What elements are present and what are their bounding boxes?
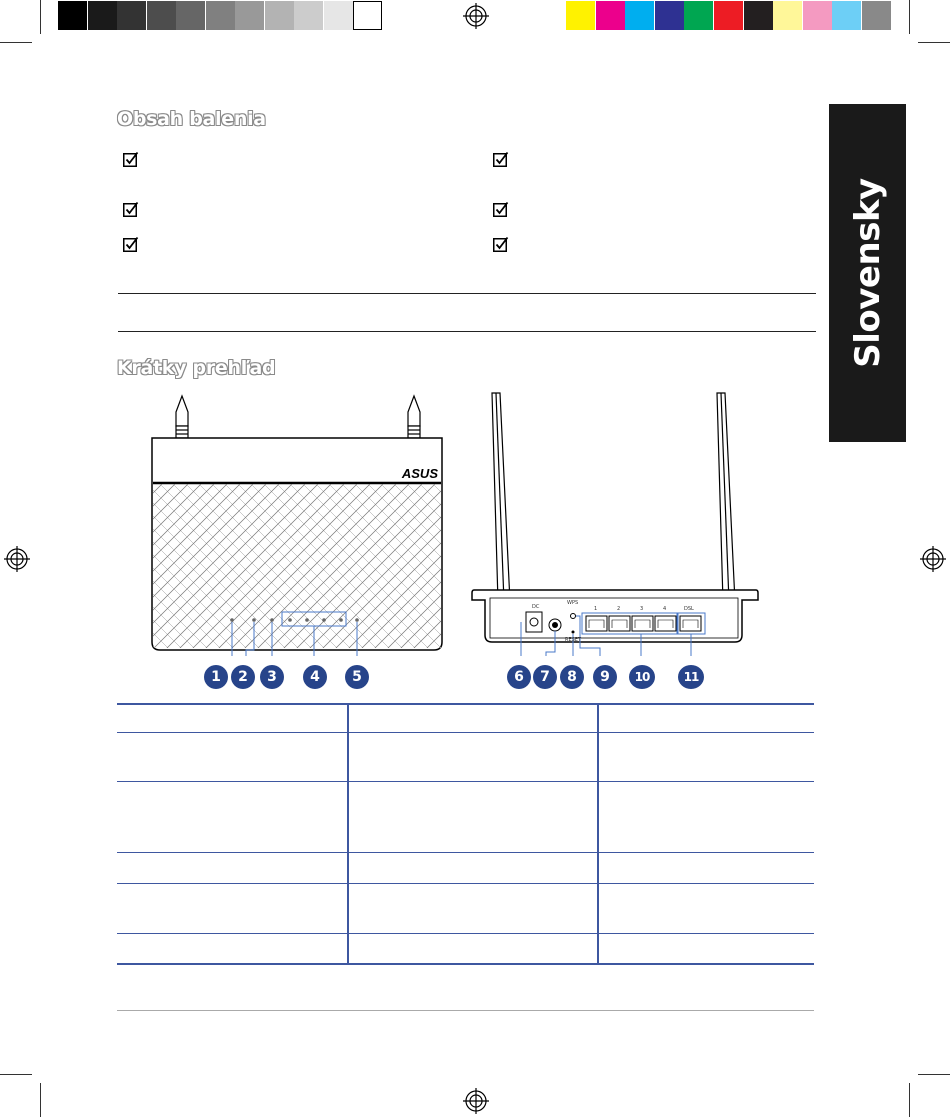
table-rule xyxy=(117,883,814,884)
gray-swatch xyxy=(176,1,205,30)
port-label-wps: WPS xyxy=(567,600,579,606)
gray-swatch xyxy=(147,1,176,30)
checkbox-checked-icon xyxy=(123,151,139,167)
router-front-illustration xyxy=(148,394,448,656)
color-swatch xyxy=(714,1,743,30)
antenna-left xyxy=(492,393,510,602)
antenna-right xyxy=(717,393,735,602)
language-tab-label: Slovensky xyxy=(847,178,888,368)
registration-mark-icon xyxy=(463,3,489,29)
port-label-lan2: 2 xyxy=(617,606,621,612)
gray-swatch xyxy=(353,1,382,30)
port-label-lan4: 4 xyxy=(663,606,667,612)
checkbox-checked-icon xyxy=(123,236,139,252)
crop-mark xyxy=(0,1074,32,1075)
crop-mark xyxy=(40,1083,41,1117)
checkbox-checked-icon xyxy=(123,201,139,217)
quick-overview-heading: Krátky prehľad xyxy=(117,357,276,379)
table-rule xyxy=(117,933,814,934)
color-swatch xyxy=(625,1,654,30)
antenna-left xyxy=(176,396,188,438)
crop-mark xyxy=(918,42,950,43)
color-swatch xyxy=(862,1,891,30)
port-label-reset: RESET xyxy=(565,637,582,643)
table-rule xyxy=(117,852,814,853)
port-label-lan3: 3 xyxy=(640,606,644,612)
registration-mark-icon xyxy=(463,1088,489,1114)
gray-swatch xyxy=(206,1,235,30)
table-rule xyxy=(117,732,814,733)
note-bottom-rule xyxy=(118,331,816,332)
callout-7: 7 xyxy=(533,665,557,689)
gray-swatch xyxy=(294,1,323,30)
gray-swatch xyxy=(324,1,353,30)
crop-mark xyxy=(909,0,910,34)
port-label-lan1: 1 xyxy=(594,606,598,612)
gray-swatch xyxy=(58,1,87,30)
callout-10: 10 xyxy=(629,665,655,689)
package-contents-heading: Obsah balenia xyxy=(117,108,266,130)
callout-5: 5 xyxy=(345,665,369,689)
crop-mark xyxy=(918,1074,950,1075)
gray-swatch xyxy=(265,1,294,30)
language-tab xyxy=(829,104,906,442)
color-swatch xyxy=(566,1,595,30)
port-label-dsl: DSL xyxy=(684,606,694,612)
color-swatch xyxy=(803,1,832,30)
color-swatch xyxy=(744,1,773,30)
antenna-right xyxy=(408,396,420,438)
color-swatch xyxy=(684,1,713,30)
gray-swatch xyxy=(117,1,146,30)
gray-swatch xyxy=(235,1,264,30)
crop-mark xyxy=(0,42,32,43)
registration-mark-icon xyxy=(920,546,946,572)
callout-8: 8 xyxy=(560,665,584,689)
gray-swatch xyxy=(88,1,117,30)
table-column-divider xyxy=(347,703,349,964)
asus-logo: ASUS xyxy=(401,466,438,481)
checkbox-checked-icon xyxy=(493,236,509,252)
table-rule xyxy=(117,963,814,965)
callout-6: 6 xyxy=(507,665,531,689)
crop-mark xyxy=(40,0,41,34)
color-swatch xyxy=(596,1,625,30)
callout-11: 11 xyxy=(678,665,704,689)
table-rule xyxy=(117,703,814,705)
callout-1: 1 xyxy=(204,665,228,689)
table-column-divider xyxy=(597,703,599,964)
checkbox-checked-icon xyxy=(493,201,509,217)
color-swatch xyxy=(773,1,802,30)
footer-rule xyxy=(117,1010,814,1011)
crop-mark xyxy=(909,1083,910,1117)
callout-4: 4 xyxy=(303,665,327,689)
router-rear-illustration xyxy=(470,390,760,656)
port-label-dc: DC xyxy=(532,604,540,610)
color-swatch xyxy=(655,1,684,30)
color-swatch xyxy=(832,1,861,30)
table-rule xyxy=(117,781,814,782)
note-top-rule xyxy=(118,293,816,294)
callout-9: 9 xyxy=(593,665,617,689)
callout-2: 2 xyxy=(231,665,255,689)
checkbox-checked-icon xyxy=(493,151,509,167)
registration-mark-icon xyxy=(4,546,30,572)
callout-3: 3 xyxy=(260,665,284,689)
